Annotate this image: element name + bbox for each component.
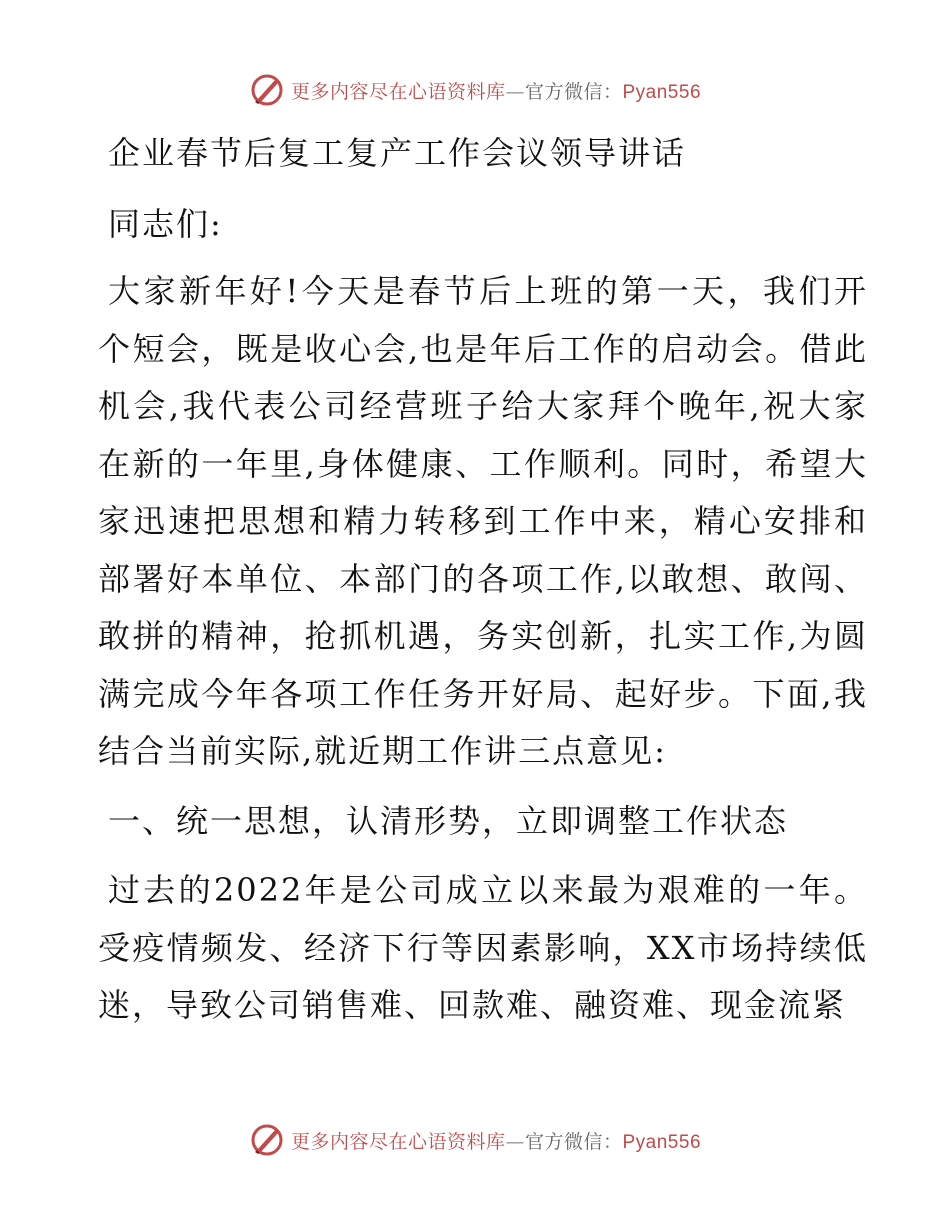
watermark-header <box>0 70 950 110</box>
paragraph-opening: 大家新年好!今天是春节后上班的第一天，我们开个短会，既是收心会,也是年后工作的启动会。借此机会,我代表公司经营班子给大家拜个晚年,祝大家在新的一年里,身体健康、工作顺利。同时，希望大家迅速把思想和精力转移到工作中来，精心安排和部署好本单位、本部门的各项工作,以敢想、敢闯、敢拼的精神，抢抓机遇，务实创新，扎实工作,为圆满完成今年各项工作任务开好局、起好步。下面,我结合当前实际,就近期工作讲三点意见: <box>98 272 868 770</box>
watermark-text: 更多内容尽在心语资料库—官方微信：Pyan556 <box>290 80 702 103</box>
document-title: 企业春节后复工复产工作会议领导讲话 <box>108 134 687 172</box>
pen-logo-icon <box>249 1122 285 1158</box>
watermark-text: 更多内容尽在心语资料库—官方微信：Pyan556 <box>290 1130 702 1153</box>
pen-logo-icon <box>249 72 285 108</box>
section-heading-1: 一、统一思想，认清形势，立即调整工作状态 <box>108 801 789 840</box>
greeting: 同志们: <box>108 204 223 243</box>
watermark-footer <box>0 1120 950 1160</box>
paragraph-section-1: 过去的2022年是公司成立以来最为艰难的一年。受疫情频发、经济下行等因素影响，XX市场持续低迷，导致公司销售难、回款难、融资难、现金流紧 <box>98 871 868 1024</box>
document-body <box>98 125 868 1035</box>
